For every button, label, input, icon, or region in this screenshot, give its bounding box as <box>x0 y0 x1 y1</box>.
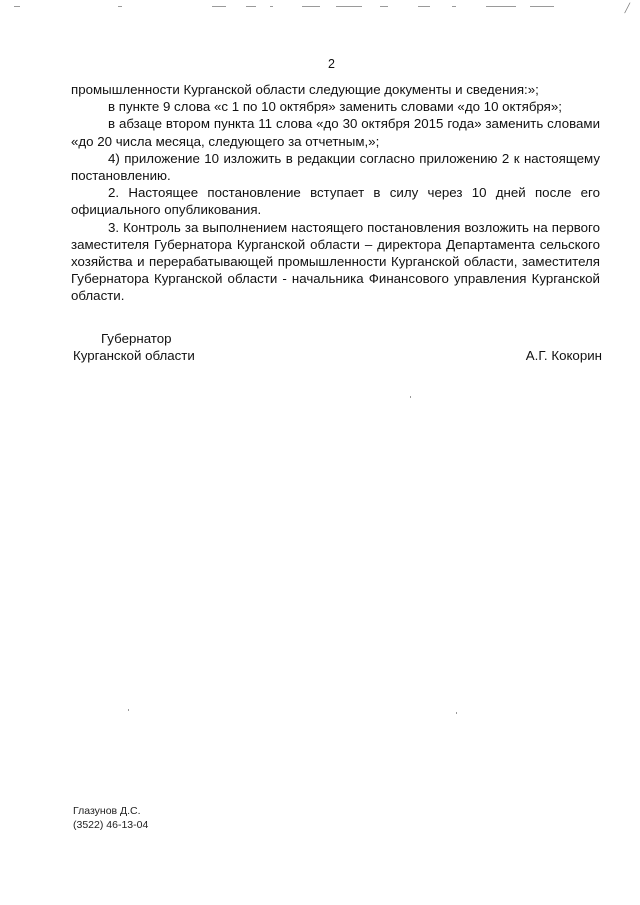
paragraph-clause-2: 2. Настоящее постановление вступает в силу через 10 дней после его официального опубликования. <box>71 185 600 218</box>
paragraph-item-9: в пункте 9 слова «с 1 по 10 октября» заменить словами «до 10 октября»; <box>108 99 562 115</box>
signatory-title-line1: Губернатор <box>101 331 172 346</box>
executor-phone: (3522) 46-13-04 <box>73 819 149 831</box>
signatory-name: А.Г. Кокорин <box>525 348 602 363</box>
page-number: 2 <box>328 57 335 71</box>
scan-speck <box>128 709 129 711</box>
paragraph-item-11: в абзаце втором пункта 11 слова «до 30 октября 2015 года» заменить словами «до 20 числа месяца, следующего за отчетным,»; <box>71 116 600 149</box>
signatory-title-line2: Курганской области <box>73 348 195 363</box>
corner-mark-icon: ╱ <box>624 4 630 14</box>
paragraph-clause-3: 3. Контроль за выполнением настоящего постановления возложить на первого заместителя Губернатора Курганской области – директора Департамента сельского хозяйства и перерабатывающей промышленности Курганской области, заместителя Губернатора Курганской области - начальника Финансового управления Курганской области. <box>71 219 600 304</box>
scan-speck <box>456 712 457 714</box>
paragraph-continuation: промышленности Курганской области следующие документы и сведения:»; <box>71 82 539 97</box>
executor-name: Глазунов Д.С. <box>73 805 141 817</box>
scan-edge-artifact <box>0 3 640 11</box>
scan-speck <box>410 396 411 398</box>
executor-block <box>73 804 148 832</box>
document-body <box>71 81 600 305</box>
paragraph-item-4: 4) приложение 10 изложить в редакции согласно приложению 2 к настоящему постановлению. <box>71 150 600 184</box>
